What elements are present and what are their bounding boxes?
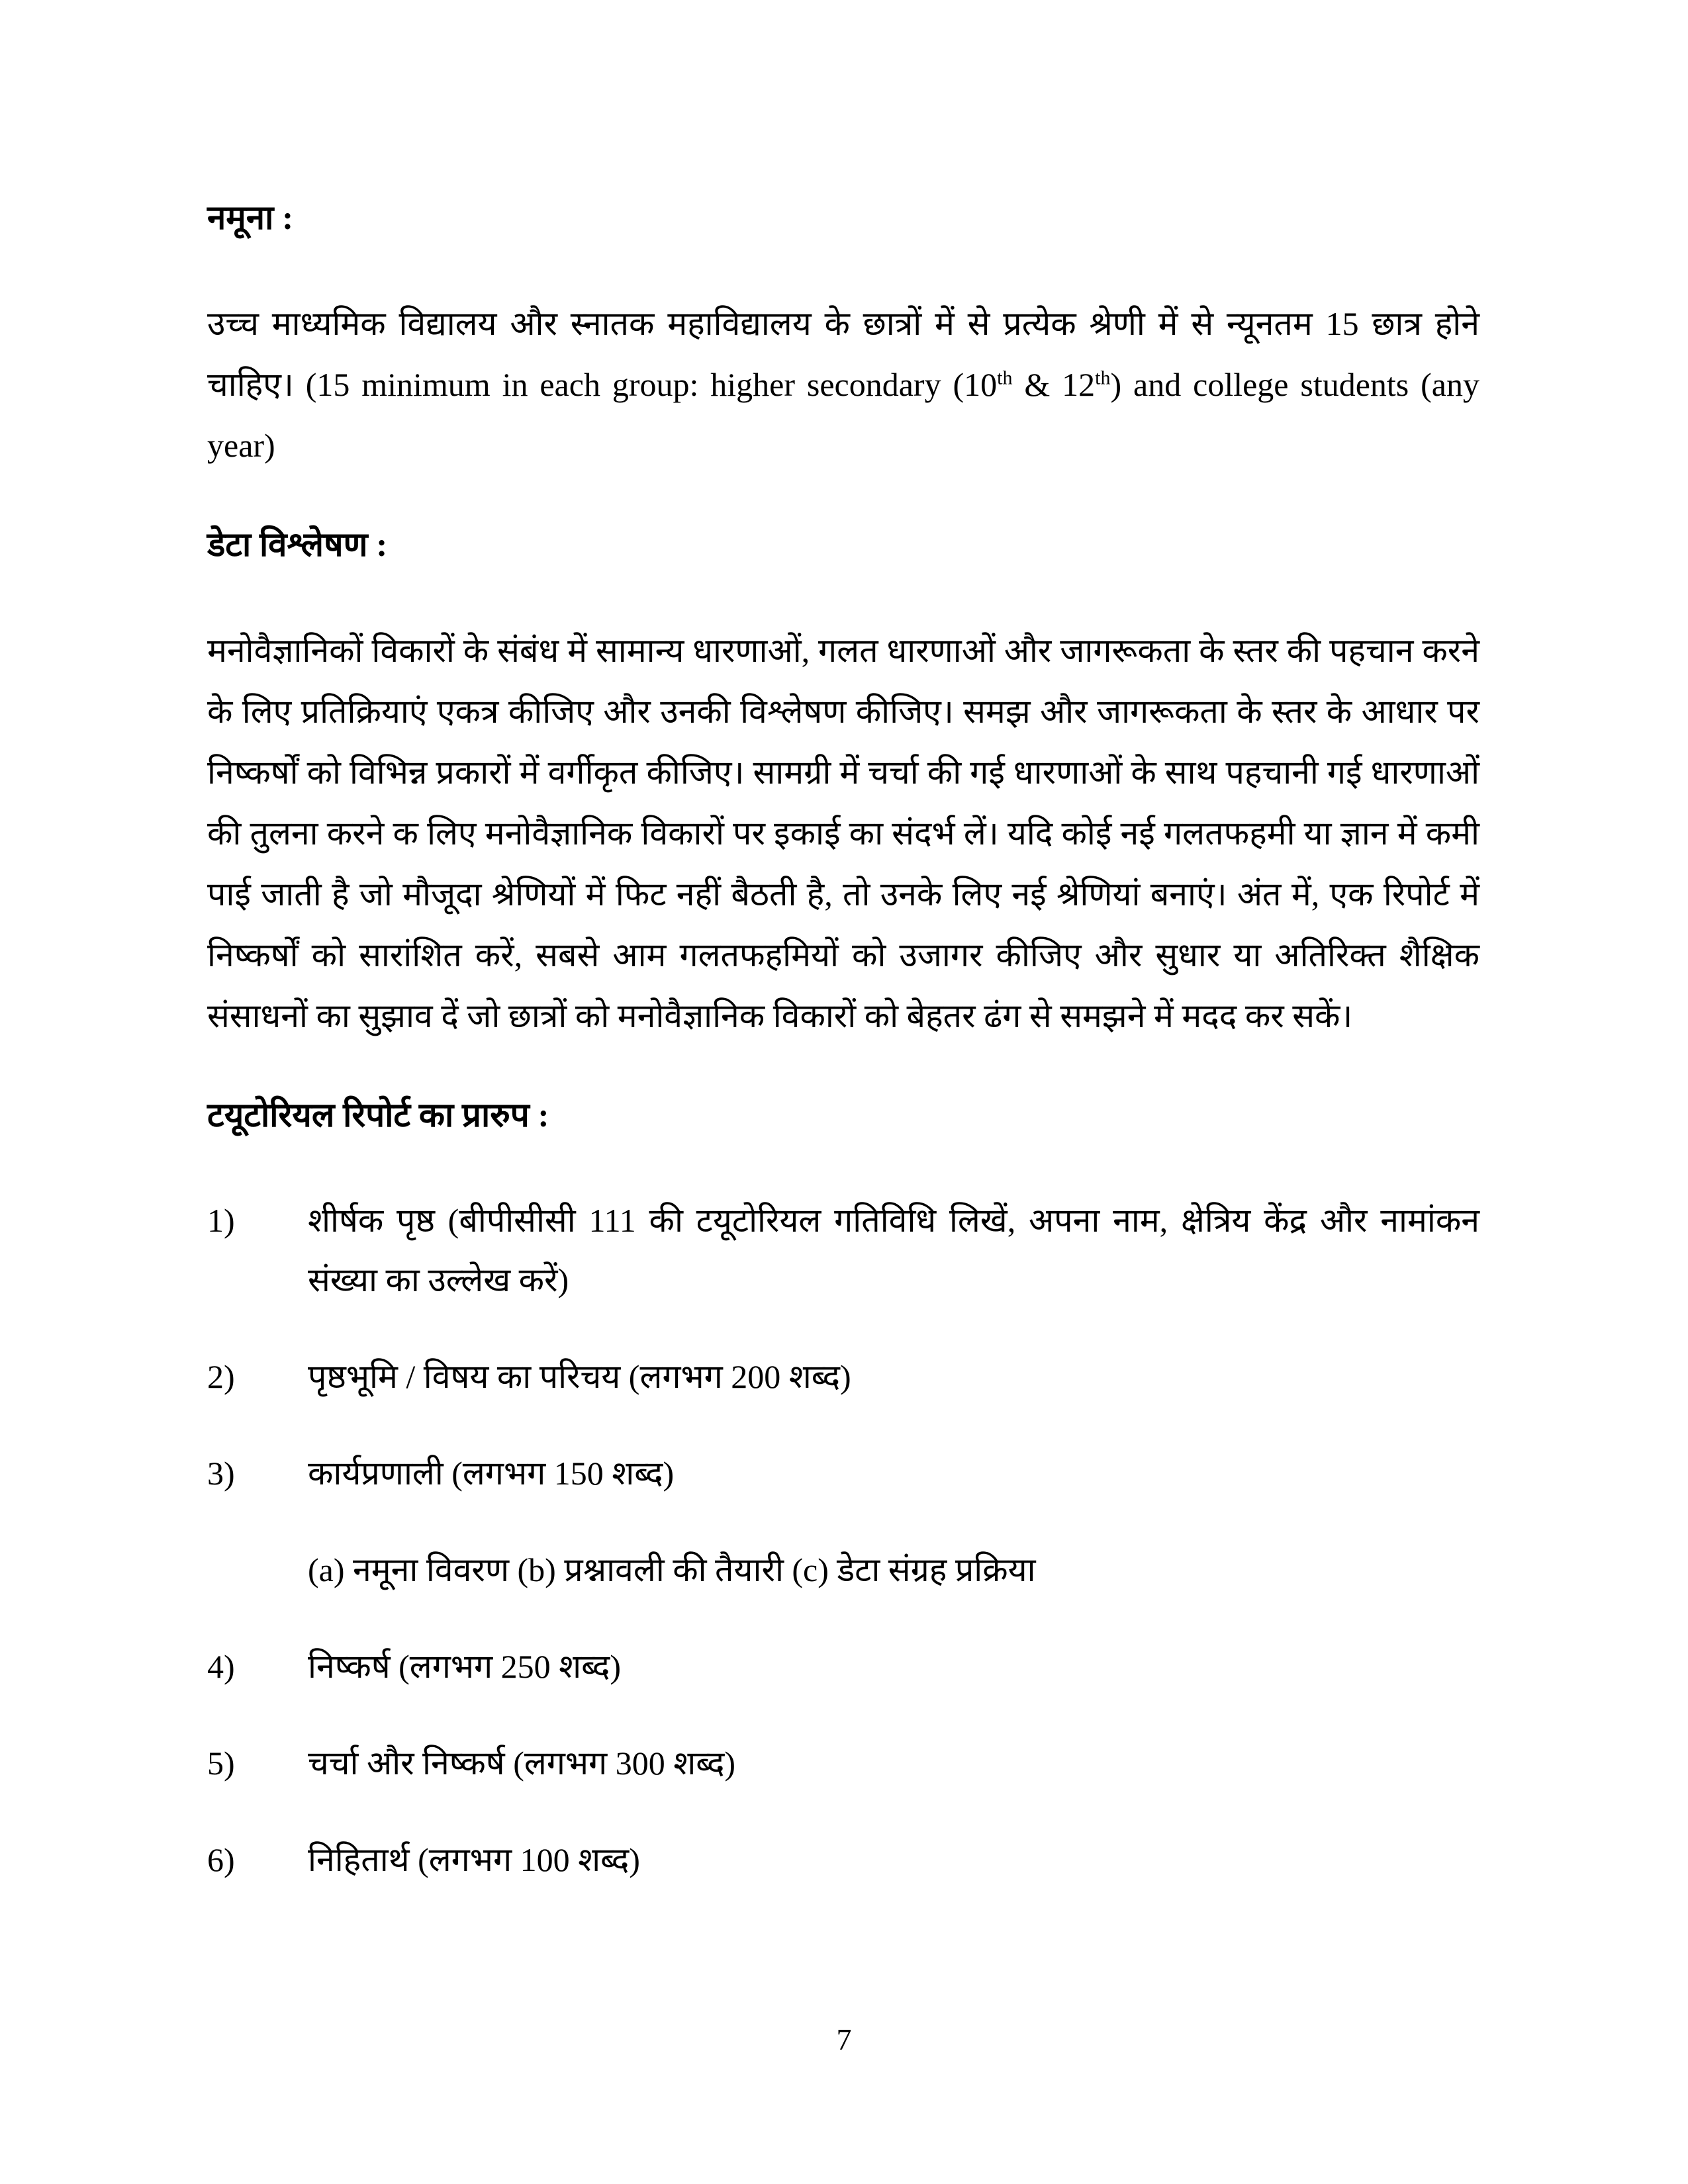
list-item-text: निष्कर्ष (लगभग 250 शब्द) — [308, 1648, 622, 1685]
data-analysis-heading: डेटा विश्लेषण : — [207, 527, 388, 564]
list-item — [207, 1443, 1479, 1503]
list-item-text: चर्चा और निष्कर्ष (लगभग 300 शब्द) — [308, 1745, 736, 1782]
list-item-text: शीर्षक पृष्ठ (बीपीसीसी 111 की टयूटोरियल गतिविधि लिखें, अपना नाम, क्षेत्रिय केंद्र और नामांकन संख्या का उल्लेख करें) — [308, 1202, 1479, 1298]
list-item-text: निहितार्थ (लगभग 100 शब्द) — [308, 1841, 640, 1878]
list-item-sub-line: (a) नमूना विवरण (b) प्रश्नावली की तैयारी (c) डेटा संग्रह प्रक्रिया — [308, 1551, 1036, 1588]
list-item-number: 3) — [207, 1455, 235, 1492]
report-format-heading: टयूटोरियल रिपोर्ट का प्रारुप : — [207, 1097, 549, 1134]
superscript-th-1: th — [997, 367, 1013, 389]
list-item — [207, 1830, 1479, 1889]
report-format-list — [207, 1191, 1479, 1889]
page-number: 7 — [836, 2023, 852, 2056]
list-item-number: 2) — [207, 1358, 235, 1395]
data-analysis-paragraph: मनोवैज्ञानिकों विकारों के संबंध में सामान्य धारणाओं, गलत धारणाओं और जागरूकता के स्तर की पहचान करने के लिए प्रतिक्रियाएं एकत्र कीजिए और उनकी विश्लेषण कीजिए। समझ और जागरूकता के स्तर के आधार पर निष्कर्षों को विभिन्न प्रकारों में वर्गीकृत कीजिए। सामग्री में चर्चा की गई धारणाओं के साथ पहचानी गई धारणाओं की तुलना करने क लिए मनोवैज्ञानिक विकारों पर इकाई का संदर्भ लें। यदि कोई नई गलतफहमी या ज्ञान में कमी पाई जाती है जो मौजूदा श्रेणियों में फिट नहीं बैठती है, तो उनके लिए नई श्रेणियां बनाएं। अंत में, एक रिपोर्ट में निष्कर्षों को सारांशित करें, सबसे आम गलतफहमियों को उजागर कीजिए और सुधार या अतिरिक्त शैक्षिक संसाधनों का सुझाव दें जो छात्रों को मनोवैज्ञानिक विकारों को बेहतर ढंग से समझने में मदद कर सकें। — [207, 632, 1479, 1034]
superscript-th-2: th — [1095, 367, 1111, 389]
list-item-number: 1) — [207, 1202, 235, 1239]
list-item-text: पृष्ठभूमि / विषय का परिचय (लगभग 200 शब्द) — [308, 1358, 851, 1395]
list-item — [207, 1733, 1479, 1793]
list-item-number: 5) — [207, 1745, 235, 1782]
list-item-number: 4) — [207, 1648, 235, 1685]
list-item-text: कार्यप्रणाली (लगभग 150 शब्द) — [308, 1455, 675, 1492]
list-item — [207, 1637, 1479, 1696]
sample-paragraph-text-3: ) and college students (any year) — [207, 366, 1479, 464]
list-item-number: 6) — [207, 1841, 235, 1878]
sample-paragraph-text-2: & 12 — [1012, 366, 1096, 403]
sample-heading: नमूना : — [207, 200, 294, 237]
list-item — [207, 1191, 1479, 1310]
sample-paragraph — [207, 293, 1479, 476]
document-content — [207, 195, 1479, 1927]
sample-paragraph-text-1: उच्च माध्यमिक विद्यालय और स्नातक महाविद्यालय के छात्रों में से प्रत्येक श्रेणी में से न्यूनतम 15 छात्र होने चाहिए। (15 minimum in each group: higher secondary (10 — [207, 305, 1479, 403]
list-item — [207, 1347, 1479, 1406]
